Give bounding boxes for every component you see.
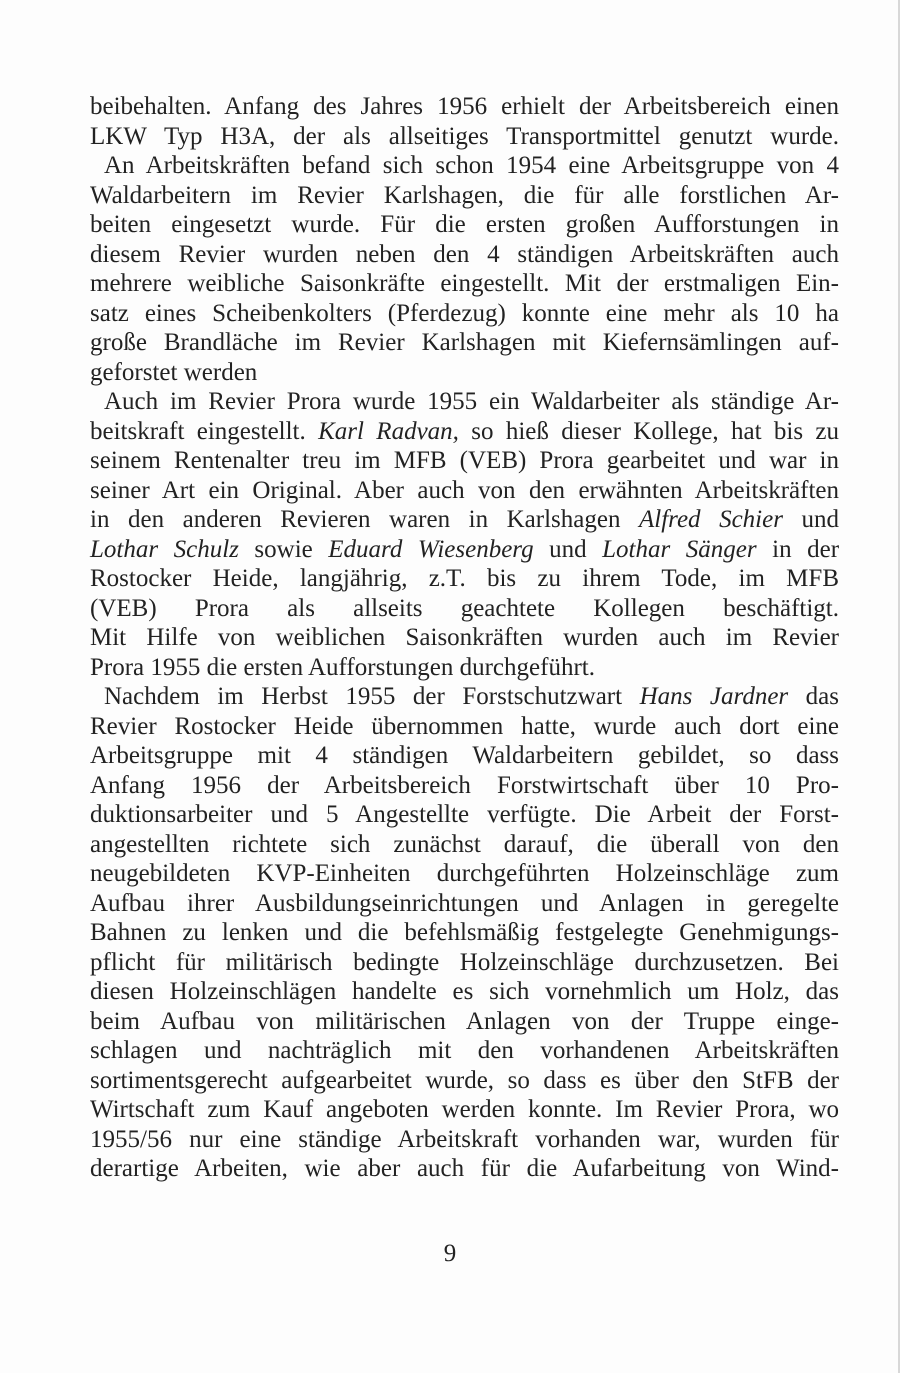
- paragraph-end-line: geforstet werden: [90, 358, 258, 386]
- text-line: diesen Holzeinschlägen handelte es sich vornehmlich um Holz, das: [90, 978, 839, 1005]
- text-line: Revier Rostocker Heide übernommen hatte, wurde auch dort eine: [90, 712, 839, 740]
- person-name: Alfred Schier: [638, 506, 783, 533]
- text-line: Anfang 1956 der Arbeitsbereich Forstwirtschaft über 10 Pro-: [90, 771, 839, 799]
- text-line: (VEB) Prora als allseits geachtete Kollegen beschäftigt.: [90, 594, 839, 622]
- text-line: duktionsarbeiter und 5 Angestellte verfügte. Die Arbeit der Forst-: [90, 801, 839, 828]
- paragraph-end-line: Prora 1955 die ersten Aufforstungen durchgeführt.: [90, 653, 595, 681]
- text-line: Aufbau ihrer Ausbildungseinrichtungen und Anlagen in geregelte: [90, 889, 839, 917]
- page-number: 9: [443, 1240, 457, 1267]
- text-segment: Nachdem im Herbst 1955 der Forstschutzwart: [104, 683, 640, 710]
- text-line: LKW Typ H3A, der als allseitiges Transportmittel genutzt wurde.: [90, 122, 839, 150]
- text-line: pflicht für militärisch bedingte Holzeinschläge durchzusetzen. Bei: [90, 948, 839, 976]
- text-segment: sowie: [238, 535, 329, 563]
- person-name: Hans Jardner: [639, 683, 789, 710]
- person-name: Karl Radvan,: [318, 417, 459, 445]
- text-line: mehrere weibliche Saisonkräfte eingestellt. Mit der erstmaligen Ein-: [90, 270, 839, 297]
- text-line: [90, 417, 839, 447]
- text-line: angestellten richtete sich zunächst darauf, die überall von den: [90, 830, 839, 858]
- text-line: seinem Rentenalter treu im MFB (VEB) Prora gearbeitet und war in: [90, 447, 839, 474]
- person-name: Lothar Sänger: [602, 535, 757, 563]
- paragraph-start-line: Auch im Revier Prora wurde 1955 ein Waldarbeiter als ständige Ar-: [104, 388, 839, 415]
- text-line: [90, 535, 839, 565]
- text-line: Waldarbeitern im Revier Karlshagen, die für alle forstlichen Ar-: [90, 181, 839, 209]
- body-text: [90, 92, 839, 1184]
- text-segment: so hieß dieser Kollege, hat bis zu: [458, 417, 840, 445]
- text-line: sortimentsgerecht aufgearbeitet wurde, so dass es über den StFB der: [90, 1066, 839, 1094]
- text-line: neugebildeten KVP-Einheiten durchgeführten Holzeinschläge zum: [90, 860, 839, 887]
- text-line: beim Aufbau von militärischen Anlagen von der Truppe einge-: [90, 1007, 839, 1035]
- text-line: derartige Arbeiten, wie aber auch für die Aufarbeitung von Wind-: [90, 1155, 839, 1182]
- text-line: 1955/56 nur eine ständige Arbeitskraft vorhanden war, wurden für: [90, 1125, 839, 1153]
- text-segment: in den anderen Revieren waren in Karlshagen: [90, 506, 639, 533]
- text-line: seiner Art ein Original. Aber auch von den erwähnten Arbeitskräften: [90, 476, 839, 504]
- person-name: Eduard Wiesenberg: [328, 535, 534, 563]
- text-segment: das: [788, 683, 839, 710]
- text-segment: und: [533, 535, 603, 563]
- text-line: Rostocker Heide, langjährig, z.T. bis zu ihrem Tode, im MFB: [90, 565, 839, 592]
- text-segment: und: [782, 506, 839, 533]
- text-line: Bahnen zu lenken und die befehlsmäßig festgelegte Genehmigungs-: [90, 919, 839, 946]
- text-line: schlagen und nachträglich mit den vorhandenen Arbeitskräften: [90, 1037, 839, 1064]
- text-line: satz eines Scheibenkolters (Pferdezug) konnte eine mehr als 10 ha: [90, 299, 839, 327]
- text-line: Arbeitsgruppe mit 4 ständigen Waldarbeitern gebildet, so dass: [90, 742, 839, 769]
- text-line: Mit Hilfe von weiblichen Saisonkräften wurden auch im Revier: [90, 624, 839, 651]
- paragraph-start-line: An Arbeitskräften befand sich schon 1954 eine Arbeitsgruppe von 4: [104, 152, 839, 179]
- text-line: große Brandläche im Revier Karlshagen mit Kiefernsämlingen auf-: [90, 329, 839, 356]
- person-name: Lothar Schulz: [90, 535, 239, 563]
- text-line: [90, 505, 839, 535]
- text-segment: in der: [756, 535, 840, 563]
- text-line: Wirtschaft zum Kauf angeboten werden konnte. Im Revier Prora, wo: [90, 1096, 839, 1123]
- text-line: beiten eingesetzt wurde. Für die ersten großen Aufforstungen in: [90, 211, 839, 238]
- paragraph-start-line: [90, 682, 839, 712]
- text-segment: beitskraft eingestellt.: [90, 417, 319, 445]
- text-line: diesem Revier wurden neben den 4 ständigen Arbeitskräften auch: [90, 240, 839, 268]
- text-line: beibehalten. Anfang des Jahres 1956 erhielt der Arbeitsbereich einen: [90, 93, 839, 120]
